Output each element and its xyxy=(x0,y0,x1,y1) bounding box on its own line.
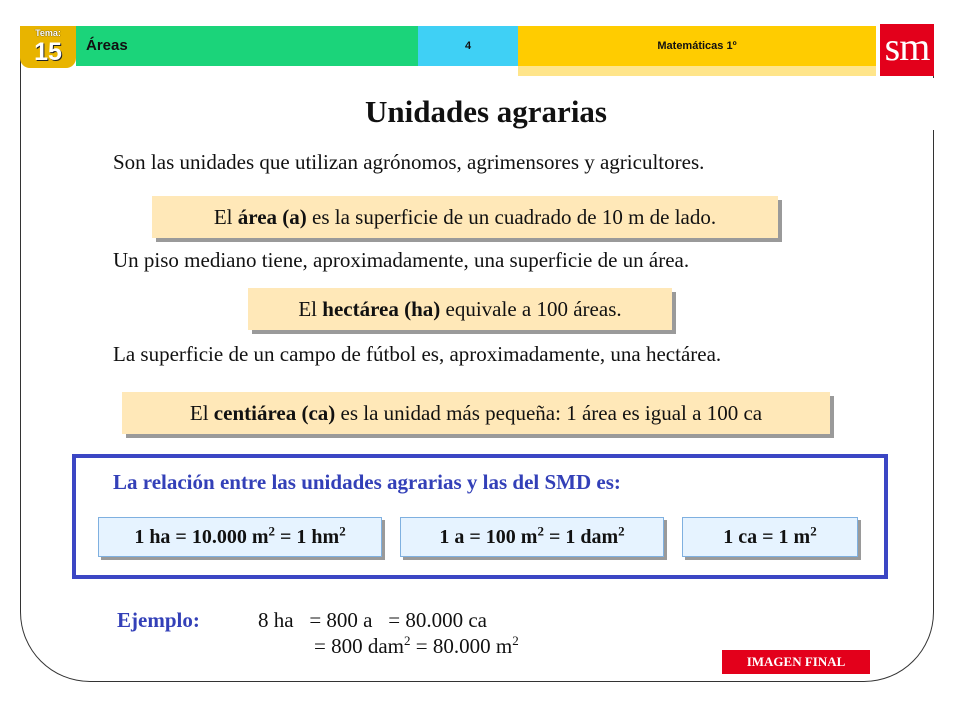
slide-title: Unidades agrarias xyxy=(365,94,607,129)
header-title: Áreas xyxy=(86,37,128,54)
header-bar xyxy=(0,0,960,80)
example-line2-a: = 800 dam xyxy=(314,634,404,658)
eq-a-sup2: 2 xyxy=(618,523,625,539)
hectarea-definition-box xyxy=(248,288,672,330)
example-label: Ejemplo: xyxy=(117,608,200,632)
eq-ca-sup: 2 xyxy=(810,523,817,539)
imagen-final-button[interactable]: IMAGEN FINAL xyxy=(722,650,870,674)
sm-logo: sm xyxy=(880,24,934,76)
eq-a-sup1: 2 xyxy=(537,523,544,539)
eq-ha-right: = 1 hm xyxy=(275,526,340,548)
area-definition-box xyxy=(152,196,778,238)
centiarea-def-pre: El xyxy=(189,401,214,425)
area-example-text: Un piso mediano tiene, aproximadamente, una superficie de un área. xyxy=(113,248,690,272)
equivalence-ha-box xyxy=(98,517,382,557)
header-page-number: 4 xyxy=(464,40,472,52)
example-line2-b: = 80.000 m xyxy=(410,634,513,658)
eq-a-right: = 1 dam xyxy=(543,526,619,548)
area-def-post: es la superficie de un cuadrado de 10 m de lado. xyxy=(306,205,717,229)
equivalence-a-box xyxy=(400,517,664,557)
intro-text: Son las unidades que utilizan agrónomos, agrimensores y agricultores. xyxy=(113,150,705,174)
eq-ca-text: 1 ca = 1 m xyxy=(723,526,811,548)
area-def-pre: El xyxy=(213,205,238,229)
example-line-1: 8 ha = 800 a = 80.000 ca xyxy=(258,608,487,632)
equivalence-ca-box xyxy=(682,517,858,557)
example-line2-sup2: 2 xyxy=(512,633,519,648)
tema-number: 15 xyxy=(34,38,62,66)
area-def-term: área (a) xyxy=(237,205,307,229)
hectarea-def-post: equivale a 100 áreas. xyxy=(440,297,622,321)
hectarea-def-term: hectárea (ha) xyxy=(322,297,441,321)
example-line-2 xyxy=(314,634,519,659)
eq-ha-left: 1 ha = 10.000 m xyxy=(134,526,269,548)
hectarea-def-pre: El xyxy=(298,297,323,321)
tema-label: Tema: xyxy=(35,28,61,38)
hectarea-example-text: La superficie de un campo de fútbol es, aproximadamente, una hectárea. xyxy=(113,342,722,366)
centiarea-def-post: es la unidad más pequeña: 1 área es igual a 100 ca xyxy=(335,401,763,425)
centiarea-definition-box xyxy=(122,392,830,434)
eq-ha-sup2: 2 xyxy=(339,523,346,539)
example-line2-sup1: 2 xyxy=(404,633,411,648)
eq-ha-sup1: 2 xyxy=(268,523,275,539)
header-yellow-strip xyxy=(518,66,876,76)
centiarea-def-term: centiárea (ca) xyxy=(213,401,336,425)
tema-badge xyxy=(20,26,76,68)
eq-a-left: 1 a = 100 m xyxy=(439,526,538,548)
relation-title: La relación entre las unidades agrarias y las del SMD es: xyxy=(113,470,621,494)
header-subject: Matemáticas 1º xyxy=(657,40,737,52)
